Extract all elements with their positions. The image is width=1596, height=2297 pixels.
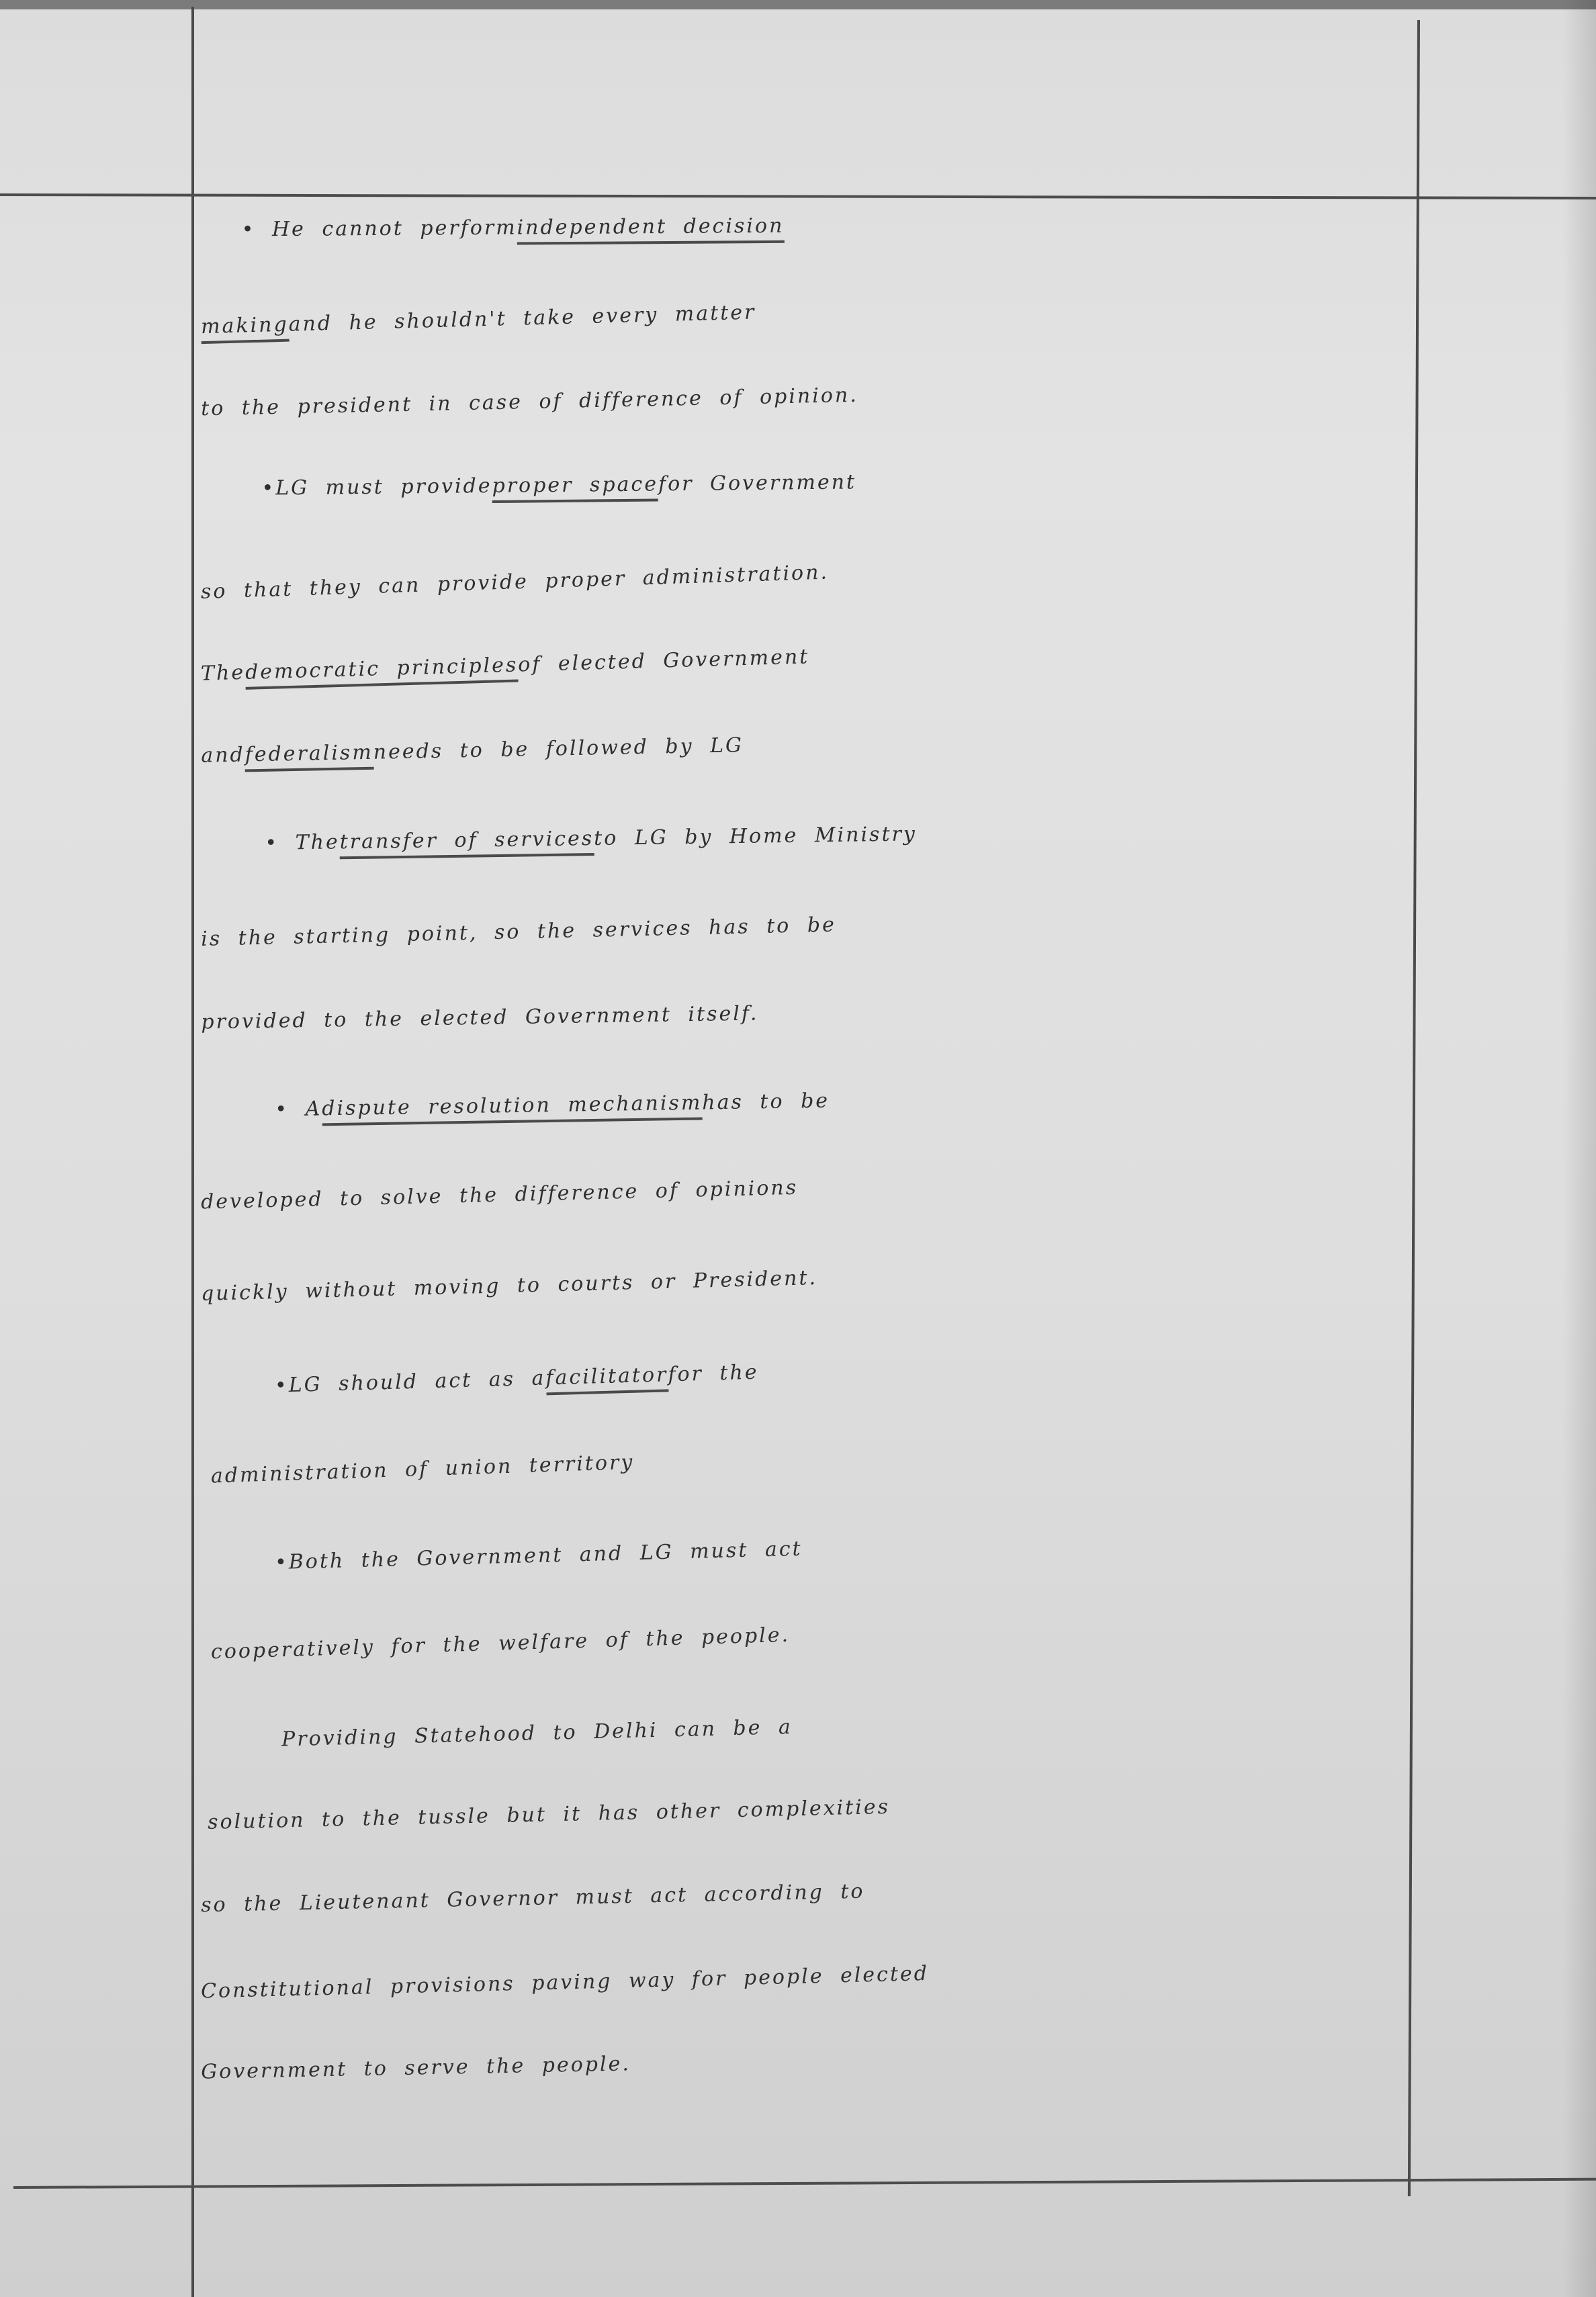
handwritten-page xyxy=(202,201,1437,2183)
text-segment: The xyxy=(200,660,246,686)
text-segment: quickly without moving to courts or President. xyxy=(200,1266,818,1306)
top-rule-line xyxy=(0,193,1596,199)
text-segment: cooperatively for the welfare of the people. xyxy=(210,1623,791,1664)
text-segment: • He cannot perform xyxy=(241,216,517,242)
text-segment: solution to the tussle but it has other complexities xyxy=(207,1795,891,1834)
text-segment: for Government xyxy=(658,470,857,496)
underlined-phrase: dispute resolution mechanism xyxy=(322,1091,703,1126)
text-segment: for the xyxy=(667,1360,759,1387)
text-segment: is the starting point, so the services has to be xyxy=(200,913,837,951)
text-segment: to LG by Home Ministry xyxy=(593,822,918,851)
text-segment: •LG must provide xyxy=(261,474,492,500)
left-margin-line xyxy=(191,7,194,2297)
text-segment: •Both the Government and LG must act xyxy=(274,1537,803,1575)
text-segment: and xyxy=(200,743,246,768)
text-segment: •LG should act as a xyxy=(274,1366,546,1398)
text-segment: • The xyxy=(265,830,340,855)
text-segment: needs to be followed by LG xyxy=(373,733,744,764)
text-segment: developed to solve the difference of opinions xyxy=(200,1175,799,1214)
underlined-phrase: proper space xyxy=(492,472,658,503)
text-segment: to the president in case of difference of opinion. xyxy=(200,383,859,421)
photo-edge-strip xyxy=(0,0,1596,9)
underlined-phrase: transfer of services xyxy=(339,827,594,859)
text-segment: Constitutional provisions paving way for people elected xyxy=(200,1962,930,2003)
text-segment: Providing Statehood to Delhi can be a xyxy=(281,1715,793,1752)
page-shadow xyxy=(1562,0,1596,2297)
text-segment: of elected Government xyxy=(517,645,810,677)
text-segment: and he shouldn't take every matter xyxy=(288,300,756,336)
underlined-phrase: independent decision xyxy=(517,214,784,245)
text-segment: has to be xyxy=(701,1089,830,1115)
underlined-phrase: democratic principles xyxy=(245,654,519,690)
underlined-phrase: Government to serve the people. xyxy=(200,2052,631,2084)
text-segment: provided to the elected Government itself. xyxy=(201,1001,759,1034)
underlined-phrase: facilitator xyxy=(545,1363,668,1395)
underlined-phrase: federalism xyxy=(245,741,373,772)
text-segment: so the Lieutenant Governor must act according to xyxy=(200,1879,865,1918)
underlined-phrase: making xyxy=(201,313,290,344)
text-segment: so that they can provide proper administration. xyxy=(200,560,830,604)
text-segment: administration of union territory xyxy=(210,1450,635,1488)
text-segment: • A xyxy=(275,1097,322,1122)
